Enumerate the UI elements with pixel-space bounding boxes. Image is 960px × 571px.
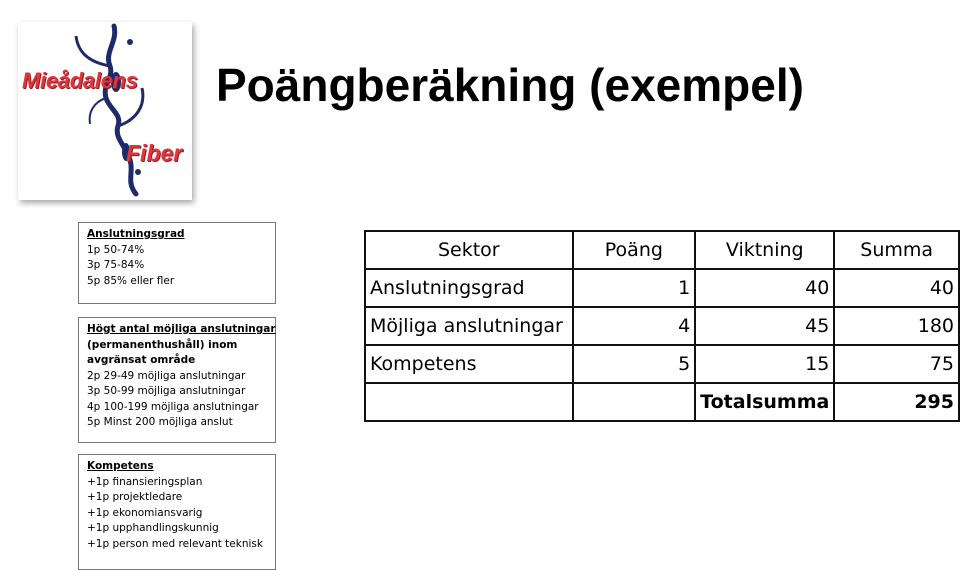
cell-poang: 5 (573, 345, 696, 383)
box-line: 4p 100-199 möjliga anslutningar (87, 400, 259, 413)
header-viktning: Viktning (695, 231, 834, 269)
total-value: 295 (834, 383, 959, 421)
cell-viktning: 15 (695, 345, 834, 383)
box-line: 2p 29-49 möjliga anslutningar (87, 369, 246, 382)
table-header-row (365, 231, 959, 269)
logo-text-mieadalens: Mieådalens (22, 68, 138, 93)
cell-sektor: Kompetens (365, 345, 573, 383)
table-row (365, 269, 959, 307)
table-row (365, 345, 959, 383)
table-row (365, 307, 959, 345)
cell-sektor: Anslutningsgrad (365, 269, 573, 307)
box-line: +1p finansieringsplan (87, 475, 203, 488)
cell-empty (365, 383, 573, 421)
box-line: +1p upphandlingskunnig (87, 522, 219, 534)
table-total-row (365, 383, 959, 421)
anslutningsgrad-box (78, 222, 276, 304)
cell-poang: 1 (573, 269, 696, 307)
cell-empty (573, 383, 696, 421)
cell-summa: 40 (834, 269, 959, 307)
box-line: +1p projektledare (87, 491, 183, 503)
cell-summa: 180 (834, 307, 959, 345)
box-line: +1p person med relevant teknisk (87, 537, 263, 550)
box-line: 3p 75-84% (87, 259, 145, 271)
mojliga-anslutningar-box (78, 317, 276, 443)
header-summa: Summa (834, 231, 959, 269)
box-heading: (permanenthushåll) inom (87, 338, 238, 351)
box-heading: avgränsat område (87, 354, 196, 366)
score-table (364, 230, 960, 422)
kompetens-box (78, 454, 276, 570)
box-line: 1p 50-74% (87, 243, 145, 256)
cell-viktning: 45 (695, 307, 834, 345)
box-line: 5p Minst 200 möjliga anslut (87, 416, 233, 428)
cell-viktning: 40 (695, 269, 834, 307)
river-map-graphic (18, 22, 192, 200)
page-title: Poängberäkning (exempel) (216, 59, 804, 111)
box-heading: Kompetens (87, 460, 154, 472)
cell-summa: 75 (834, 345, 959, 383)
box-line: 5p 85% eller fler (87, 274, 175, 287)
total-label: Totalsumma (695, 383, 834, 421)
logo (18, 22, 192, 200)
logo-text-fiber: Fiber (126, 140, 183, 166)
cell-poang: 4 (573, 307, 696, 345)
box-heading: Högt antal möjliga anslutningar (87, 323, 276, 335)
box-heading: Anslutningsgrad (87, 228, 185, 240)
header-poang: Poäng (573, 231, 696, 269)
header-sektor: Sektor (365, 231, 573, 269)
cell-sektor: Möjliga anslutningar (365, 307, 573, 345)
box-line: +1p ekonomiansvarig (87, 506, 203, 519)
box-line: 3p 50-99 möjliga anslutningar (87, 385, 246, 397)
